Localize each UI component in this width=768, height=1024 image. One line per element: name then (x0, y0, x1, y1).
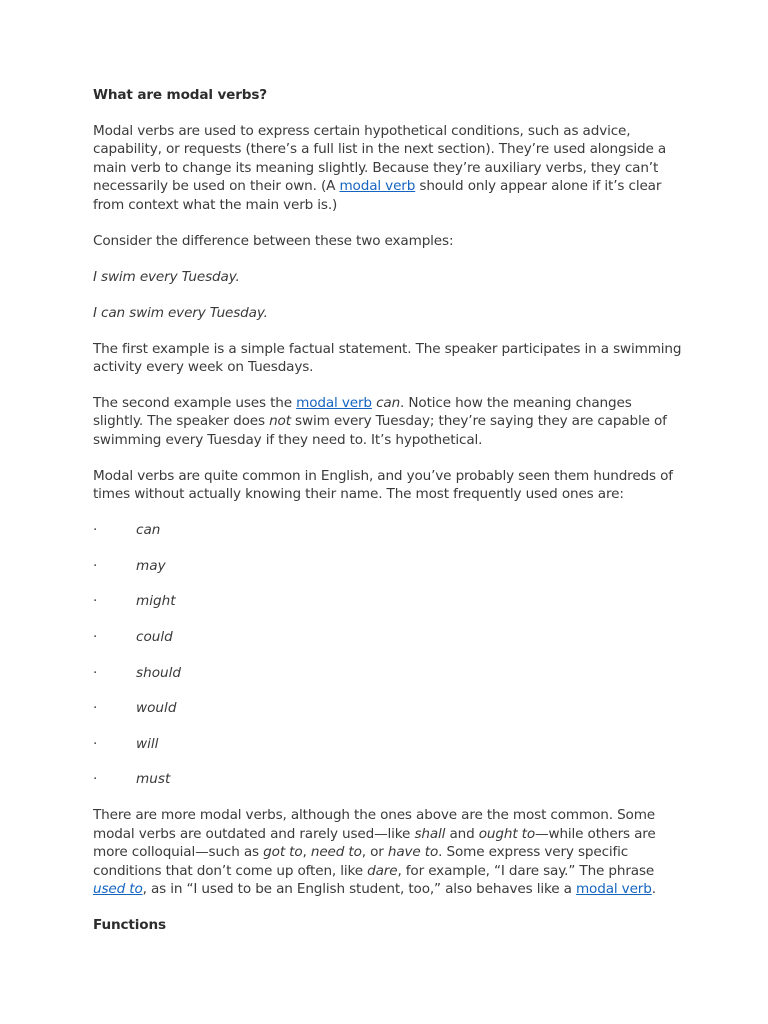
emphasis: got to (263, 844, 303, 861)
text-run: swim every Tuesday; they’re saying they are capable of swimming every Tuesday if they need to. It’s hypothetical. (93, 413, 667, 448)
paragraph-common: Modal verbs are quite common in English, and you’ve probably seen them hundreds of times without actually knowing their name. The most frequently used ones are: (93, 467, 673, 503)
modal-verb-link[interactable]: modal verb (339, 178, 416, 195)
list-item-label: could (136, 629, 173, 646)
list-item-label: can (136, 522, 161, 539)
bullet-icon: · (93, 735, 98, 752)
emphasis: need to (310, 844, 362, 861)
document-body (93, 86, 683, 952)
text-run: , or (361, 844, 388, 861)
text-run: and (445, 825, 479, 842)
list-item (93, 770, 683, 788)
list-item (93, 628, 683, 646)
text-run: should only appear alone if it’s clear from context what the main verb is.) (93, 178, 662, 213)
bullet-icon: · (93, 593, 98, 610)
emphasis: can (376, 395, 401, 412)
paragraph-intro (93, 122, 683, 214)
emphasis: dare (367, 862, 398, 879)
emphasis: shall (414, 825, 446, 842)
list-item (93, 735, 683, 753)
text-run: The second example uses the (93, 395, 297, 412)
text-run: . Some express very specific conditions that don’t come up often, like (93, 844, 629, 879)
list-item-label: must (136, 771, 171, 788)
list-item (93, 592, 683, 610)
bullet-icon: · (93, 629, 98, 646)
list-item (93, 664, 683, 682)
paragraph-consider: Consider the difference between these two examples: (93, 232, 454, 249)
list-item-label: might (136, 593, 176, 610)
list-item-label: may (136, 557, 166, 574)
list-item-label: would (136, 700, 177, 717)
example-text: I can swim every Tuesday. (93, 304, 268, 321)
list-item-label: should (136, 664, 182, 681)
paragraph-first-example: The first example is a simple factual statement. The speaker participates in a swimming activity every week on Tuesdays. (93, 340, 682, 376)
example-sentence-2 (93, 304, 683, 322)
example-sentence-1 (93, 268, 683, 286)
example-text: I swim every Tuesday. (93, 268, 240, 285)
emphasis: ought to (478, 825, 536, 842)
bullet-icon: · (93, 522, 98, 539)
list-item (93, 521, 683, 539)
bullet-icon: · (93, 771, 98, 788)
used-to-link[interactable] (93, 881, 143, 897)
section-heading-functions: Functions (93, 917, 166, 934)
modal-verb-list (93, 521, 683, 789)
list-item (93, 557, 683, 575)
text-run: , as in “I used to be an English student, too,” also behaves like a (142, 881, 576, 898)
link-label: used to (93, 881, 143, 898)
paragraph-second-example (93, 394, 683, 449)
text-run: , (302, 844, 311, 861)
modal-verb-link[interactable]: modal verb (575, 881, 652, 898)
text-run: There are more modal verbs, although the ones above are the most common. Some modal verbs are outdated and rarely used—like (93, 807, 656, 842)
section-heading-modal-verbs: What are modal verbs? (93, 87, 268, 103)
text-run: Modal verbs are used to express certain hypothetical conditions, such as advice, capability, or requests (there’s a full list in the next section). They’re used alongside a main verb to change its meaning slightly. Because they’re auxiliary verbs, they can’t necessarily be used on their own. (A (93, 123, 667, 195)
emphasis: not (269, 413, 291, 430)
list-item-label: will (136, 735, 159, 752)
text-run: , for example, “I dare say.” The phrase (397, 862, 655, 879)
paragraph-more-modals (93, 806, 683, 898)
emphasis: have to (387, 844, 439, 861)
text-run: . Notice how the meaning changes slightly. The speaker does (93, 395, 632, 430)
bullet-icon: · (93, 557, 98, 574)
bullet-icon: · (93, 664, 98, 681)
modal-verb-link[interactable]: modal verb (296, 395, 372, 412)
text-run: . (651, 881, 656, 898)
bullet-icon: · (93, 700, 98, 717)
text-run: —while others are more colloquial—such as (93, 825, 656, 861)
list-item (93, 699, 683, 717)
